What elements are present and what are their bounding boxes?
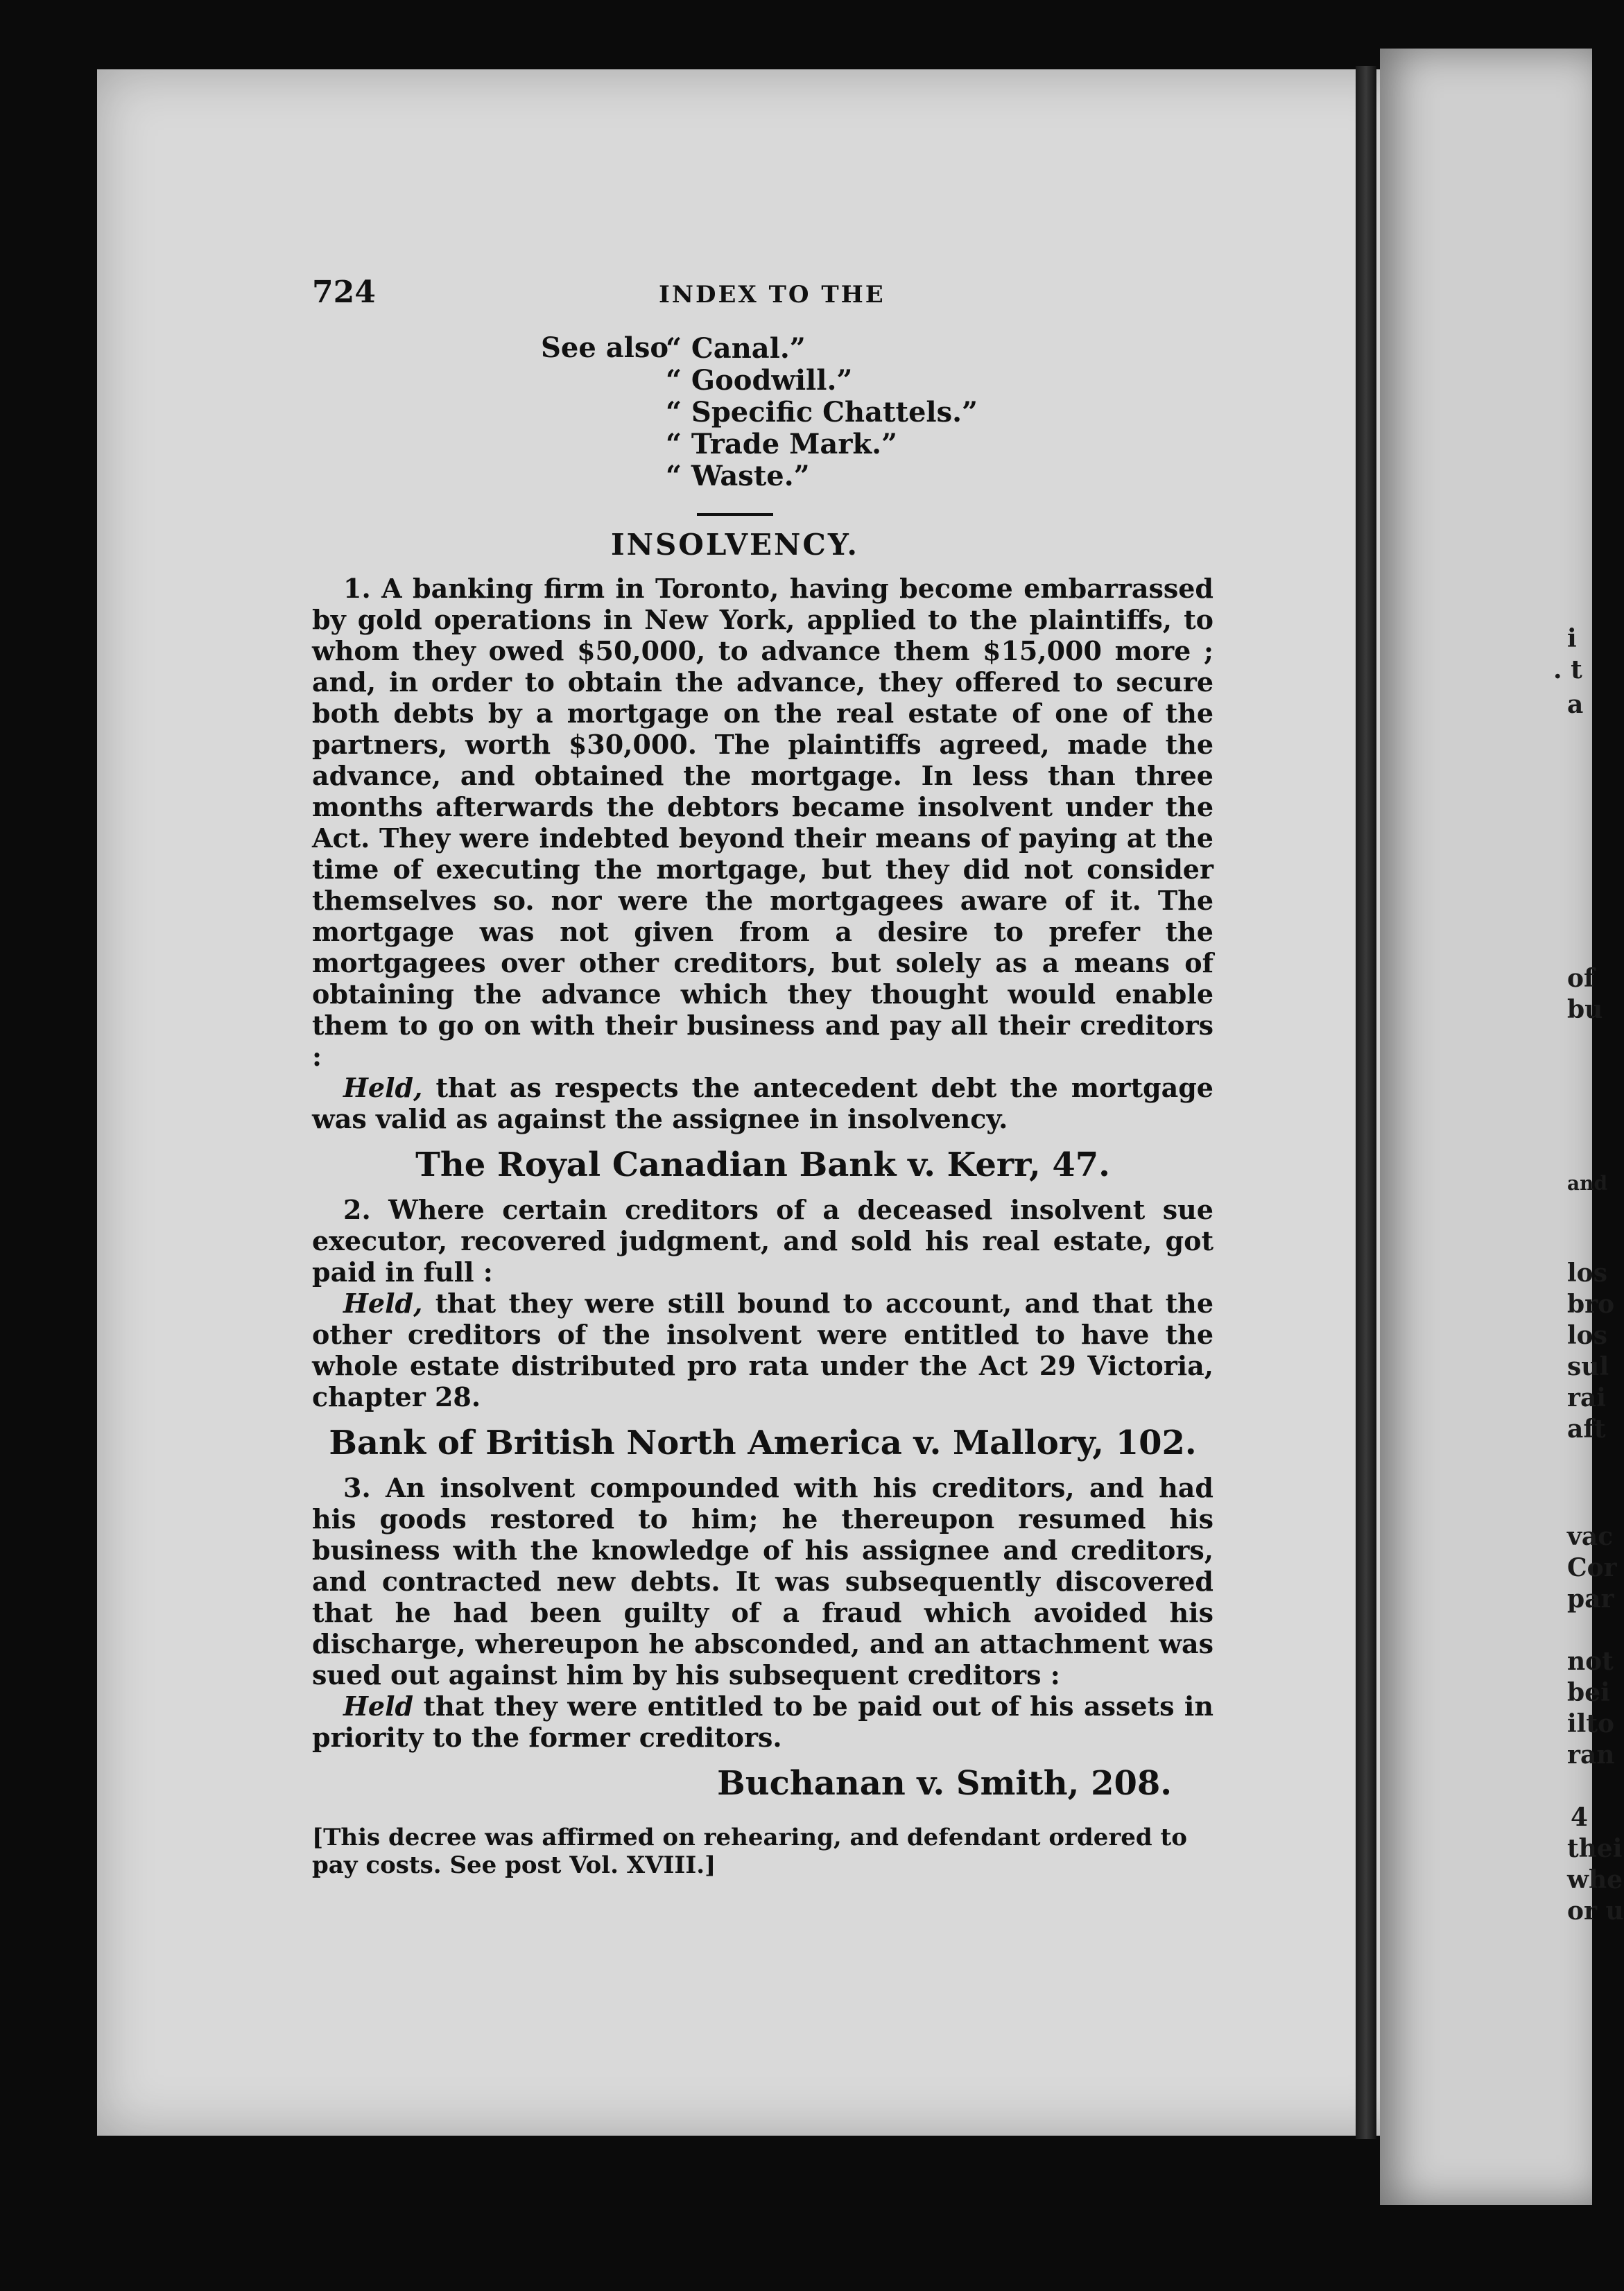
held-label: Held — [343, 1691, 414, 1722]
see-also-item: “ Canal.” — [666, 332, 806, 365]
fragment: or u — [1567, 1896, 1624, 1926]
held-label: Held, — [343, 1072, 423, 1103]
fragment: los — [1567, 1259, 1607, 1288]
fragment: sul — [1567, 1352, 1609, 1381]
entry-holding — [312, 1288, 1213, 1412]
entry-text: 3. An insolvent compounded with his creditors, and had his goods restored to him; he thereupon resumed his business with the knowledge of his assignee and creditors, and contracted new debts. It was subsequently discovered that he had been guilty of a fraud which avoided his discharge, whereupon he absconded, and an attachment was sued out against him by his subsequent creditors : — [312, 1472, 1213, 1691]
see-also-block — [541, 333, 1213, 492]
fragment: not — [1567, 1647, 1614, 1676]
fragment: ran — [1567, 1740, 1615, 1770]
page-content — [312, 277, 1213, 1879]
entry-text: 2. Where certain creditors of a deceased insolvent sue executor, recovered judgment, and sold his real estate, got paid in full : — [312, 1194, 1213, 1288]
entry-text: 1. A banking firm in Toronto, having become embarrassed by gold operations in New York, applied to the plaintiffs, to whom they owed $50,000, to advance them $15,000 more ; and, in order to obtain the advance, they offered to secure both debts by a mortgage on the real estate of one of the partners, worth $30,000. The plaintiffs agreed, made the advance, and obtained the mortgage. In less than three months afterwards the debtors became insolvent under the Act. They were indebted beyond their means of paying at the time of executing the mortgage, but they did not consider themselves so. nor were the mortgagees aware of it. The mortgage was not given from a desire to prefer the mortgagees over other creditors, but solely as a means of obtaining the advance which they thought would enable them to go on with their business and pay all their creditors : — [312, 573, 1213, 1072]
index-entry — [312, 573, 1213, 1184]
see-also-item: “ Goodwill.” — [666, 364, 853, 397]
fragment: a — [1567, 690, 1584, 719]
fragment: 4 — [1571, 1803, 1589, 1832]
held-text: that they were still bound to account, and that the other creditors of the insolvent were entitled to have the whole estate distributed pro rata under the Act 29 Victoria, chapter 28. — [312, 1288, 1213, 1412]
fragment: rai — [1567, 1383, 1606, 1412]
page-number: 724 — [312, 275, 376, 310]
fragment: . t — [1553, 655, 1582, 684]
fragment: whe — [1567, 1865, 1623, 1894]
fragment: par — [1567, 1584, 1614, 1614]
index-entry — [312, 1194, 1213, 1462]
fragment: los — [1567, 1321, 1607, 1350]
case-citation: Buchanan v. Smith, 208. — [717, 1764, 1172, 1803]
see-also-item: “ Waste.” — [666, 460, 810, 492]
section-separator — [697, 513, 773, 516]
entry-holding — [312, 1691, 1213, 1753]
fragment: ilto — [1567, 1709, 1614, 1738]
case-citation: Bank of British North America v. Mallory, 102. — [329, 1424, 1197, 1462]
section-title: INSOLVENCY. — [610, 528, 860, 562]
fragment: bei — [1567, 1678, 1610, 1707]
held-text: that they were entitled to be paid out of his assets in priority to the former creditors. — [312, 1691, 1213, 1753]
see-also-item: “ Trade Mark.” — [666, 428, 898, 460]
fragment: and — [1567, 1172, 1608, 1195]
book-spine — [1356, 66, 1376, 2139]
fragment: bro — [1567, 1290, 1615, 1319]
see-also-item: “ Specific Chattels.” — [666, 396, 978, 429]
fragment: aft — [1567, 1415, 1606, 1444]
fragment: i — [1567, 624, 1577, 653]
fragment: Cor — [1567, 1553, 1617, 1582]
see-also-lead: See also — [541, 331, 669, 364]
fragment: vac — [1567, 1522, 1614, 1551]
index-entry — [312, 1472, 1213, 1803]
held-text: that as respects the antecedent debt the mortgage was valid as against the assignee in insolvency. — [312, 1072, 1213, 1134]
running-head: INDEX TO THE — [659, 281, 886, 309]
fragment: thei — [1567, 1834, 1623, 1863]
editorial-note: [This decree was affirmed on rehearing, and defendant ordered to pay costs. See post Vol. XVIII.] — [312, 1824, 1187, 1879]
case-citation: The Royal Canadian Bank v. Kerr, 47. — [415, 1146, 1110, 1184]
adjacent-page — [1380, 49, 1592, 2205]
fragment: bu — [1567, 995, 1603, 1024]
entry-holding — [312, 1072, 1213, 1134]
page-header — [312, 277, 1213, 319]
held-label: Held, — [343, 1288, 423, 1319]
fragment: of — [1567, 964, 1595, 993]
